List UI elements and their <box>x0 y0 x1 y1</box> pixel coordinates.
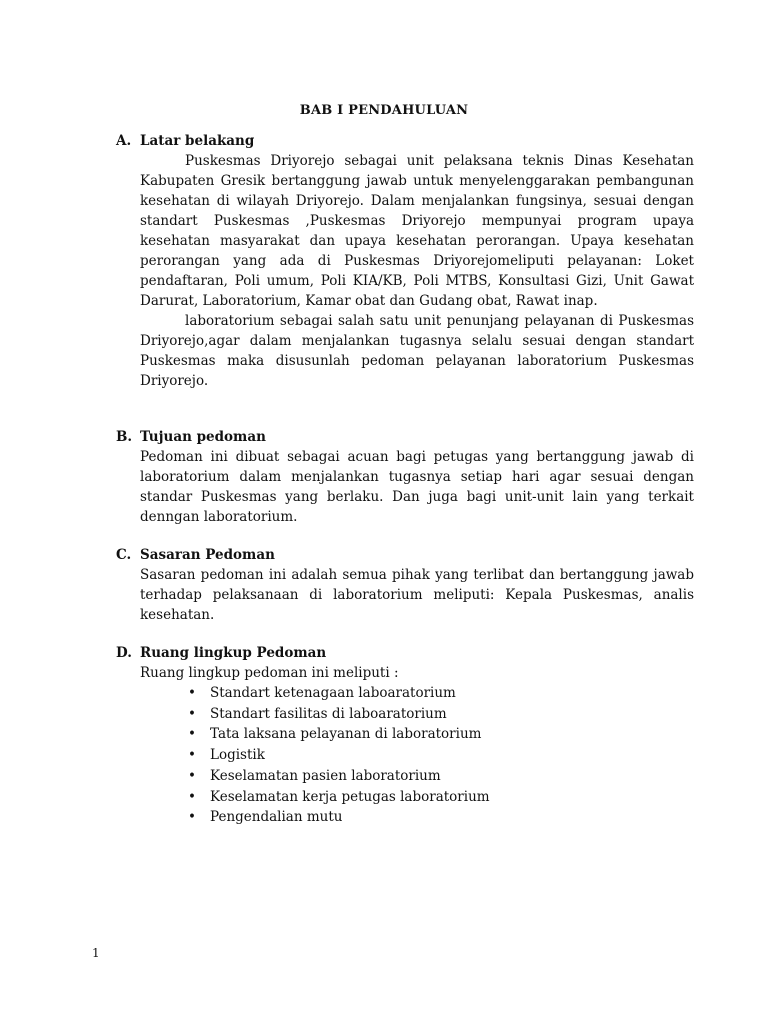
section-body <box>140 565 694 625</box>
scope-list <box>188 683 696 828</box>
list-item <box>188 807 696 828</box>
section-letter: C. <box>116 547 132 563</box>
section-heading <box>116 131 696 151</box>
section-heading <box>116 643 696 663</box>
bullet-icon: • <box>188 705 196 722</box>
list-item-text: Standart fasilitas di laboaratorium <box>210 705 447 722</box>
paragraph: Pedoman ini dibuat sebagai acuan bagi petugas yang bertanggung jawab di laboratorium dalam menjalankan tugasnya setiap hari agar sesuai dengan standar Puskesmas yang berlaku. Dan juga bagi unit-unit lain yang terkait denngan laboratorium. <box>140 449 694 525</box>
list-item <box>188 704 696 725</box>
bullet-icon: • <box>188 809 196 826</box>
section-letter: D. <box>116 645 132 661</box>
list-item-text: Tata laksana pelayanan di laboratorium <box>210 726 482 743</box>
section-body <box>140 151 694 391</box>
paragraph: Puskesmas Driyorejo sebagai unit pelaksana teknis Dinas Kesehatan Kabupaten Gresik bertanggung jawab untuk menyelenggarakan pembangunan kesehatan di wilayah Driyorejo. Dalam menjalankan fungsinya, sesuai dengan standart Puskesmas ,Puskesmas Driyorejo mempunyai program upaya kesehatan masyarakat dan upaya kesehatan perorangan. Upaya kesehatan perorangan yang ada di Puskesmas Driyorejomeliputi pelayanan: Loket pendaftaran, Poli umum, Poli KIA/KB, Poli MTBS, Konsultasi Gizi, Unit Gawat Darurat, Laboratorium, Kamar obat dan Gudang obat, Rawat inap. <box>140 153 694 309</box>
bullet-icon: • <box>188 685 196 701</box>
section-sasaran-pedoman <box>116 545 696 625</box>
section-body <box>140 447 694 527</box>
list-item-text: Keselamatan pasien laboratorium <box>210 767 441 784</box>
list-item <box>188 683 696 704</box>
section-ruang-lingkup <box>116 643 696 828</box>
bullet-icon: • <box>188 726 196 743</box>
section-body <box>140 663 694 683</box>
section-letter: A. <box>116 133 132 149</box>
list-item-text: Pengendalian mutu <box>210 809 343 826</box>
paragraph: Ruang lingkup pedoman ini meliputi : <box>140 665 399 681</box>
page-title: BAB I PENDAHULUAN <box>299 103 469 118</box>
bullet-icon: • <box>188 747 196 764</box>
list-item <box>188 745 696 766</box>
section-tujuan-pedoman <box>116 427 696 527</box>
bullet-icon: • <box>188 788 196 805</box>
section-letter: B. <box>116 429 133 445</box>
bullet-icon: • <box>188 767 196 784</box>
page-number: 1 <box>92 946 100 960</box>
section-title: Latar belakang <box>140 133 255 149</box>
paragraph: laboratorium sebagai salah satu unit penunjang pelayanan di Puskesmas Driyorejo,agar dalam menjalankan tugasnya selalu sesuai dengan standart Puskesmas maka disusunlah pedoman pelayanan laboratorium Puskesmas Driyorejo. <box>140 313 694 389</box>
list-item <box>188 724 696 745</box>
list-item <box>188 766 696 787</box>
section-title: Sasaran Pedoman <box>140 547 275 563</box>
list-item <box>188 787 696 808</box>
section-title: Tujuan pedoman <box>140 429 266 445</box>
section-heading <box>116 545 696 565</box>
section-title: Ruang lingkup Pedoman <box>140 645 327 661</box>
paragraph: Sasaran pedoman ini adalah semua pihak yang terlibat dan bertanggung jawab terhadap pelaksanaan di laboratorium meliputi: Kepala Puskesmas, analis kesehatan. <box>140 567 694 623</box>
list-item-text: Keselamatan kerja petugas laboratorium <box>210 788 490 805</box>
section-latar-belakang <box>116 131 696 391</box>
list-item-text: Logistik <box>210 747 265 764</box>
list-item-text: Standart ketenagaan laboaratorium <box>210 685 456 701</box>
section-heading <box>116 427 696 447</box>
